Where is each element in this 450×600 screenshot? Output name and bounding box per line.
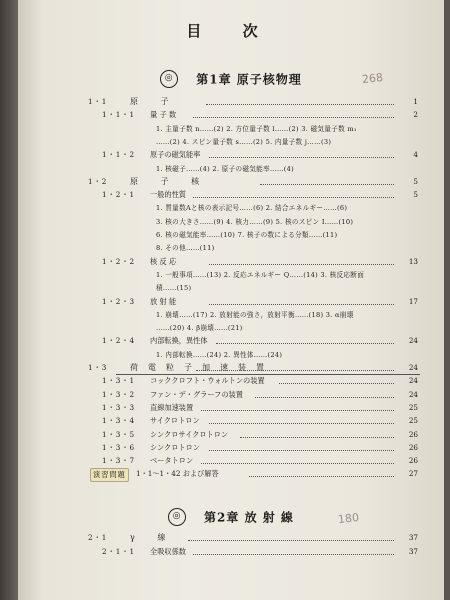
toc-entry-number: 1・2・2 (102, 256, 136, 266)
toc-entry (18, 322, 444, 334)
toc-entry-number: 1・3 (88, 363, 108, 372)
leader-dots (209, 415, 394, 424)
toc-entry-label: 積……(15) (156, 284, 192, 293)
toc-entry-page: 27 (408, 469, 418, 479)
toc-entry-number: 1・1・1 (102, 110, 136, 120)
handwritten-note: 180 (337, 510, 360, 527)
leader-dots (255, 389, 394, 398)
handwritten-note: 268 (361, 70, 384, 87)
toc-entry (18, 149, 444, 161)
toc-entry (18, 415, 444, 427)
leader-dots (260, 176, 394, 185)
toc-entry-label: 原 子 (130, 97, 179, 106)
leader-dots (209, 256, 394, 265)
toc-entry-page: 24 (408, 336, 418, 346)
page-title: 目 次 (186, 22, 276, 40)
toc-entry-page: 17 (408, 296, 418, 306)
toc-entry (18, 349, 444, 361)
toc-entry (18, 296, 444, 308)
toc-entry (18, 109, 444, 121)
toc-entry-label: γ 線 (130, 533, 176, 542)
toc-entry (18, 362, 444, 374)
leader-dots (216, 335, 394, 344)
toc-entry-page: 24 (408, 363, 418, 372)
toc-entry-number: 1・3・1 (102, 376, 136, 386)
toc-entry-label: サイクロトロン (150, 416, 200, 426)
toc-entry-label: 1. 内部転換……(24) 2. 異性体……(24) (156, 350, 283, 359)
toc-entry-page: 37 (408, 547, 418, 556)
toc-entry (18, 256, 444, 268)
leader-dots (209, 296, 394, 305)
toc-entry-label: シンクロサイクロトロン (150, 429, 229, 439)
toc-entry (18, 136, 444, 148)
toc-entry-label: 放 射 能 (150, 296, 177, 306)
chapter-2-heading: ◎ 第2章 放 射 線 (18, 508, 444, 526)
toc-entry-page: 13 (408, 256, 418, 266)
toc-entry-number: 演習問題 (90, 468, 129, 482)
leader-dots (206, 96, 394, 105)
leader-dots (196, 362, 394, 371)
toc-entry-label: 8. その他……(11) (156, 244, 215, 253)
leader-dots (209, 149, 394, 158)
chapter-1-heading: ◎ 第1章 原子核物理 (18, 70, 444, 88)
toc-entry-label: ファン・デ・グラーフの装置 (150, 389, 243, 399)
toc-entry (18, 229, 444, 241)
toc-entry-label: 1. 主量子数 n……(2) 2. 方位量子数 l……(2) 3. 磁気量子数 m₁ (156, 124, 357, 133)
toc-entry-label: 1. 核磁子……(4) 2. 原子の磁気能率……(4) (156, 164, 294, 173)
circled-mark-icon: ◎ (168, 508, 186, 526)
leader-dots (188, 532, 394, 541)
toc-entry-number: 1・2 (88, 176, 108, 186)
toc-entry (18, 375, 444, 387)
book-gutter-shadow (0, 0, 18, 600)
toc-entry-label: コッククロフト・ウォルトンの装置 (150, 376, 265, 386)
toc-entry-page: 4 (413, 150, 418, 160)
toc-entry-number: 1・2・4 (102, 336, 136, 346)
leader-dots (201, 455, 394, 464)
toc-entry-label: ……(2) 4. スピン量子数 s……(2) 5. 内量子数 j……(3) (156, 137, 332, 146)
toc-entry-page: 1 (413, 97, 418, 106)
toc-entry-label: 量 子 数 (150, 110, 177, 120)
toc-entry-label: 核 反 応 (150, 256, 177, 266)
toc-entry-label: 3. 核の大きさ……(9) 4. 核力……(9) 5. 核のスピン I……(10) (156, 217, 354, 226)
toc-entry-number: 1・1 (88, 97, 108, 106)
circled-mark-icon: ◎ (160, 70, 178, 88)
toc-entry-label: 1. 質量数Aと核の表示記号……(6) 2. 結合エネルギー……(6) (156, 204, 348, 213)
toc-entry-page: 5 (413, 190, 418, 200)
toc-entry-page: 24 (408, 389, 418, 399)
leader-dots (209, 442, 394, 451)
toc-entry-label: 原子の磁気能率 (150, 150, 201, 160)
toc-entry-label: 1. 崩壊……(17) 2. 放射能の強さ，放射平衡……(18) 3. α崩壊 (156, 310, 354, 319)
toc-entry-label: シンクロトロン (150, 442, 200, 452)
toc-entry-page: 37 (408, 533, 418, 542)
toc-entry-number: 2・1 (88, 533, 108, 542)
toc-entry (18, 176, 444, 188)
toc-entry-label: 内部転換，異性体 (150, 336, 208, 346)
toc-entry (18, 216, 444, 228)
toc-entry (18, 282, 444, 294)
toc-entry-number: 1・3・4 (102, 416, 136, 426)
toc-entry-number: 1・3・3 (102, 402, 136, 412)
toc-entry (18, 546, 444, 558)
toc-entry-number: 1・3・5 (102, 429, 136, 439)
leader-dots (240, 429, 394, 438)
toc-entry (18, 309, 444, 321)
toc-entry-number: 1・3・7 (102, 456, 136, 466)
toc-entry (18, 269, 444, 281)
toc-entry-number: 1・3・6 (102, 442, 136, 452)
toc-entry-label: 6. 核の磁気能率……(10) 7. 核子の数による分類……(11) (156, 231, 338, 239)
leader-dots (193, 109, 394, 118)
toc-entry (18, 532, 444, 544)
toc-entry-number: 1・1・2 (102, 150, 136, 160)
toc-entry-number: 2・1・1 (102, 547, 136, 556)
toc-entry (18, 202, 444, 214)
toc-entry-label: 一般的性質 (150, 190, 186, 200)
toc-entry (18, 402, 444, 414)
toc-entry (18, 442, 444, 454)
toc-entry-number: 1・2・1 (102, 190, 136, 200)
book-page (18, 0, 444, 600)
toc-entry (18, 189, 444, 201)
toc-entry-label: 1・1～1・42 および解答 (136, 469, 219, 479)
leader-dots (249, 468, 394, 477)
toc-entry-label: ベータトロン (150, 456, 194, 466)
toc-entry (18, 468, 444, 480)
toc-entry-page: 26 (408, 456, 418, 466)
toc-entry-label: 1. 一般事項……(13) 2. 反応エネルギー Q……(14) 3. 核反応断面 (156, 270, 365, 279)
toc-entry-page: 24 (408, 376, 418, 386)
toc-entry (18, 242, 444, 254)
leader-dots (201, 402, 394, 411)
toc-entry-page: 25 (408, 402, 418, 412)
toc-entry-number: 1・3・2 (102, 389, 136, 399)
toc-entry-page: 26 (408, 442, 418, 452)
toc-entry-page: 5 (413, 176, 418, 186)
toc-entry (18, 389, 444, 401)
toc-entry-label: 直線加速装置 (150, 402, 194, 412)
leader-dots (193, 546, 394, 555)
toc-entry-number: 1・2・3 (102, 296, 136, 306)
toc-entry-label: 荷電粒子加速装置 (130, 363, 274, 372)
toc-entry-page: 25 (408, 416, 418, 426)
leader-dots (279, 375, 394, 384)
toc-entry-page: 26 (408, 429, 418, 439)
toc-entry (18, 163, 444, 175)
toc-entry-page: 2 (413, 110, 418, 120)
toc-entry (18, 455, 444, 467)
toc-entry (18, 123, 444, 135)
toc-entry (18, 335, 444, 347)
toc-entry-label: 全吸収係数 (150, 547, 186, 556)
toc-entry (18, 96, 444, 108)
toc-entry (18, 429, 444, 441)
toc-entry-label: 原 子 核 (130, 176, 210, 186)
leader-dots (193, 189, 394, 198)
toc-entry-label: ……(20) 4. β崩壊……(21) (156, 324, 243, 333)
